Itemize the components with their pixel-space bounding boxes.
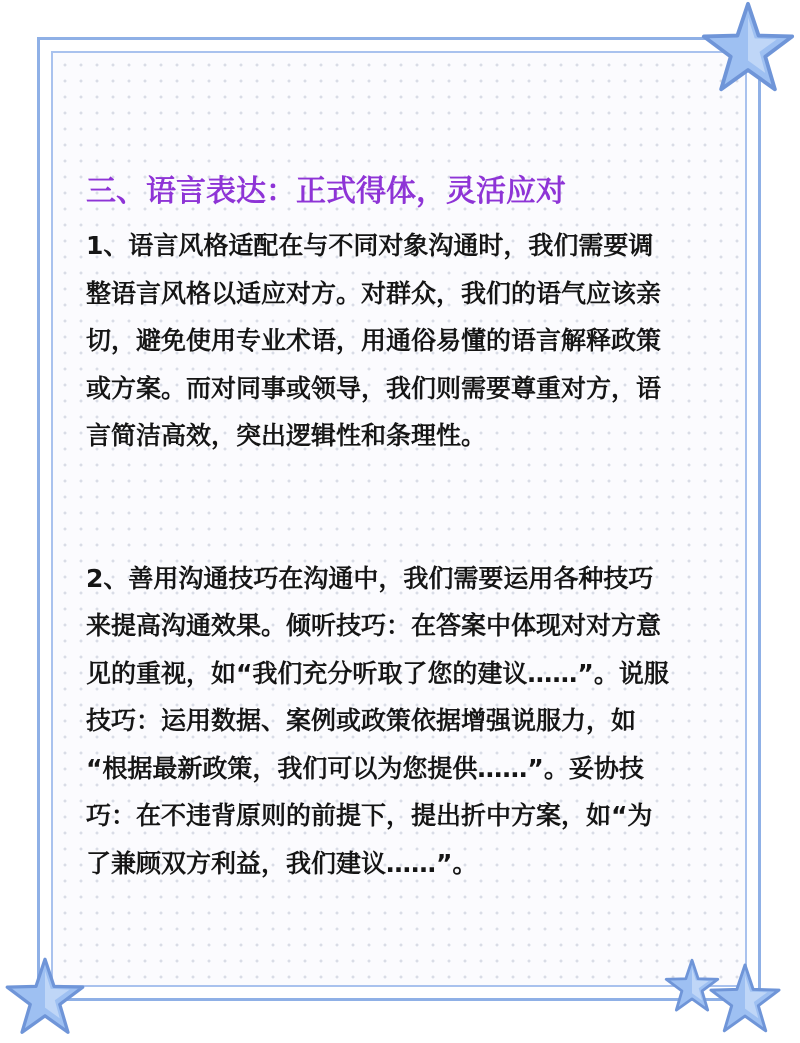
paragraph-line: 技巧：运用数据、案例或政策依据增强说服力，如 [86,706,637,735]
paragraph-language-style [86,222,716,460]
paragraph-line: 整语言风格以适应对方。对群众，我们的语气应该亲 [86,278,662,308]
section-heading: 三、语言表达：正式得体，灵活应对 [86,174,566,209]
paragraph-line: “根据最新政策，我们可以为您提供……”。妥协技 [86,753,644,783]
star-icon [708,962,782,1036]
star-icon [4,956,86,1038]
paragraph-line: 了兼顾双方利益，我们建议……”。 [86,848,478,878]
paragraph-line: 巧：在不违背原则的前提下，提出折中方案，如“为 [86,801,653,830]
paragraph-line: 1、语言风格适配在与不同对象沟通时，我们需要调 [86,231,654,260]
paragraph-line: 见的重视，如“我们充分听取了您的建议……”。说服 [86,658,669,688]
star-icon [700,0,796,96]
paragraph-line: 来提高沟通效果。倾听技巧：在答案中体现对对方意 [86,611,662,640]
paragraph-line: 2、善用沟通技巧在沟通中，我们需要运用各种技巧 [86,563,654,593]
paragraph-line: 或方案。而对同事或领导，我们则需要尊重对方，语 [86,373,662,403]
document-content [86,168,716,887]
paragraph-line: 言简洁高效，突出逻辑性和条理性。 [86,421,487,450]
paragraph-communication-skills [86,555,716,888]
paragraph-line: 切，避免使用专业术语，用通俗易懂的语言解释政策 [86,326,662,355]
